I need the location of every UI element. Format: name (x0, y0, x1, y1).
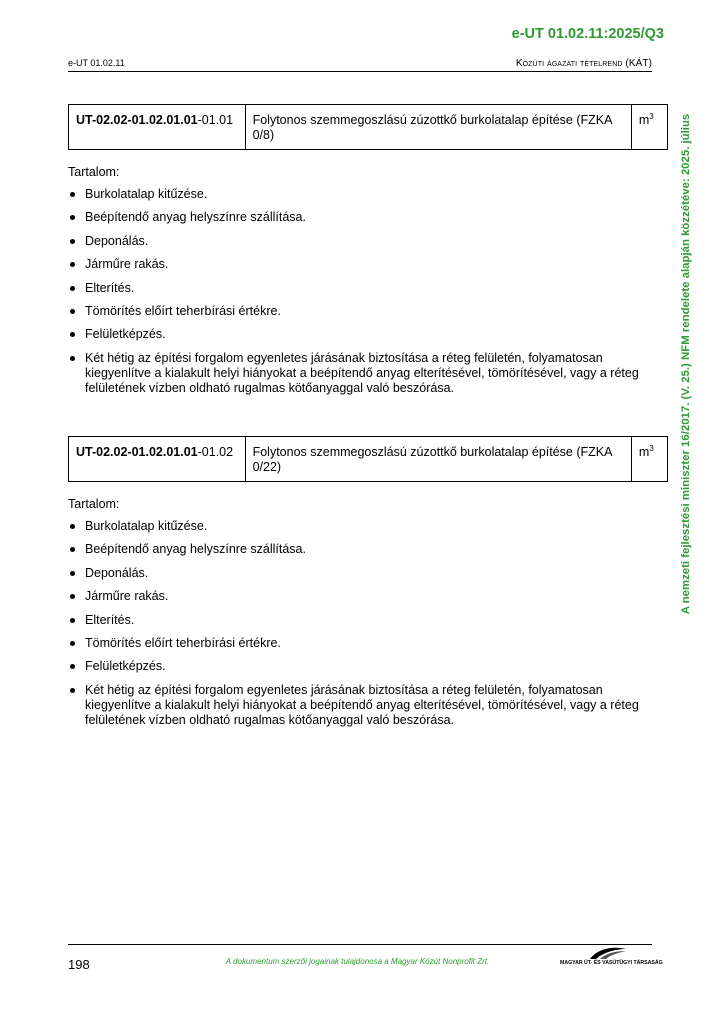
list-item-text: Elterítés. (85, 612, 135, 627)
item-section (68, 104, 668, 404)
list-item (68, 304, 668, 319)
bullet-icon (70, 309, 75, 314)
content-list (68, 187, 668, 396)
list-item-text: Tömörítés előírt teherbírási értékre. (85, 635, 281, 650)
list-item (68, 281, 668, 296)
unit-base: m (638, 113, 650, 127)
item-section (68, 436, 668, 736)
bullet-icon (70, 192, 75, 197)
item-code-main: UT-02.02-01.02.01.01 (76, 113, 198, 127)
bullet-icon (70, 262, 75, 267)
list-item-text: Két hétig az építési forgalom egyenletes járásának biztosítása a réteg felületén, folyamatosan kiegyenlítve a kialakult helyi hiányokat a beépítendő anyag elterítésével, tömörítésével, vagy a réteg felületének vízben oldható rugalmas kötőanyaggal való beszórása. (85, 682, 639, 727)
bullet-icon (70, 239, 75, 244)
list-item-text: Beépítendő anyag helyszínre szállítása. (85, 210, 306, 225)
bullet-icon (70, 571, 75, 576)
bullet-icon (70, 594, 75, 599)
list-item (68, 187, 668, 202)
item-unit (631, 437, 667, 482)
bullet-icon (70, 688, 75, 693)
list-item-text: Burkolatalap kitűzése. (85, 519, 208, 533)
document-code: e-UT 01.02.11:2025/Q3 (511, 26, 664, 42)
item-unit (631, 105, 667, 150)
list-item-text: Járműre rakás. (85, 589, 169, 604)
logo-text: MAGYAR ÚT- ÉS VASÚTÜGYI TÁRSASÁG (560, 960, 663, 966)
list-item-text: Elterítés. (85, 280, 135, 295)
item-description: Folytonos szemmegoszlású zúzottkő burkolatalap építése (FZKA 0/8) (245, 105, 631, 150)
list-item-text: Felületképzés. (85, 327, 166, 342)
list-item (68, 636, 668, 651)
society-logo (560, 944, 663, 970)
list-item (68, 210, 668, 225)
bullet-icon (70, 332, 75, 337)
list-item-text: Járműre rakás. (85, 257, 169, 272)
bullet-icon (70, 641, 75, 646)
list-item (68, 327, 668, 342)
item-description: Folytonos szemmegoszlású zúzottkő burkolatalap építése (FZKA 0/22) (245, 437, 631, 482)
bullet-icon (70, 664, 75, 669)
item-table (68, 104, 668, 150)
item-table (68, 436, 668, 482)
list-item-text: Deponálás. (85, 233, 149, 248)
list-item-text: Felületképzés. (85, 659, 166, 674)
bullet-icon (70, 547, 75, 552)
item-code-main: UT-02.02-01.02.01.01 (76, 445, 198, 459)
bullet-icon (70, 286, 75, 291)
bullet-icon (70, 618, 75, 623)
list-item-text: Beépítendő anyag helyszínre szállítása. (85, 542, 306, 557)
item-code (69, 105, 246, 150)
content-label: Tartalom: (68, 165, 120, 179)
bullet-icon (70, 356, 75, 361)
list-item-text: Burkolatalap kitűzése. (85, 187, 208, 201)
content-label: Tartalom: (68, 497, 120, 511)
header-right: Közúti ágazati tételrend (KÁT) (515, 58, 652, 69)
list-item-text: Deponálás. (85, 565, 149, 580)
running-header (68, 58, 652, 72)
header-left: e-UT 01.02.11 (68, 58, 125, 68)
bullet-icon (70, 524, 75, 529)
side-publication-note (674, 98, 698, 630)
item-code (69, 437, 246, 482)
item-row (69, 437, 668, 482)
side-note-text: A nemzeti fejlesztési miniszter 16/2017. (V. 25.) NFM rendelete alapján közzétéve: 2025. július (680, 113, 692, 615)
content-list (68, 519, 668, 728)
list-item (68, 234, 668, 249)
list-item (68, 351, 668, 396)
unit-exponent: 3 (649, 111, 654, 121)
list-item (68, 542, 668, 557)
footer-copyright: A dokumentum szerzői jogainak tulajdonosa a Magyar Közút Nonprofit Zrt. (225, 957, 490, 966)
list-item (68, 519, 668, 534)
bullet-icon (70, 215, 75, 220)
list-item (68, 566, 668, 581)
list-item-text: Két hétig az építési forgalom egyenletes járásának biztosítása a réteg felületén, folyamatosan kiegyenlítve a kialakult helyi hiányokat a beépítendő anyag elterítésével, tömörítésével, vagy a réteg felületének vízben oldható rugalmas kötőanyaggal való beszórása. (85, 350, 639, 395)
item-code-suffix: -01.01 (197, 113, 234, 127)
list-item (68, 683, 668, 728)
list-item (68, 589, 668, 604)
list-item (68, 659, 668, 674)
unit-base: m (638, 445, 650, 459)
item-row (69, 105, 668, 150)
item-code-suffix: -01.02 (197, 445, 234, 459)
list-item-text: Tömörítés előírt teherbírási értékre. (85, 303, 281, 318)
list-item (68, 257, 668, 272)
unit-exponent: 3 (649, 443, 654, 453)
page-number: 198 (68, 957, 90, 972)
list-item (68, 613, 668, 628)
road-logo-icon (588, 945, 628, 961)
